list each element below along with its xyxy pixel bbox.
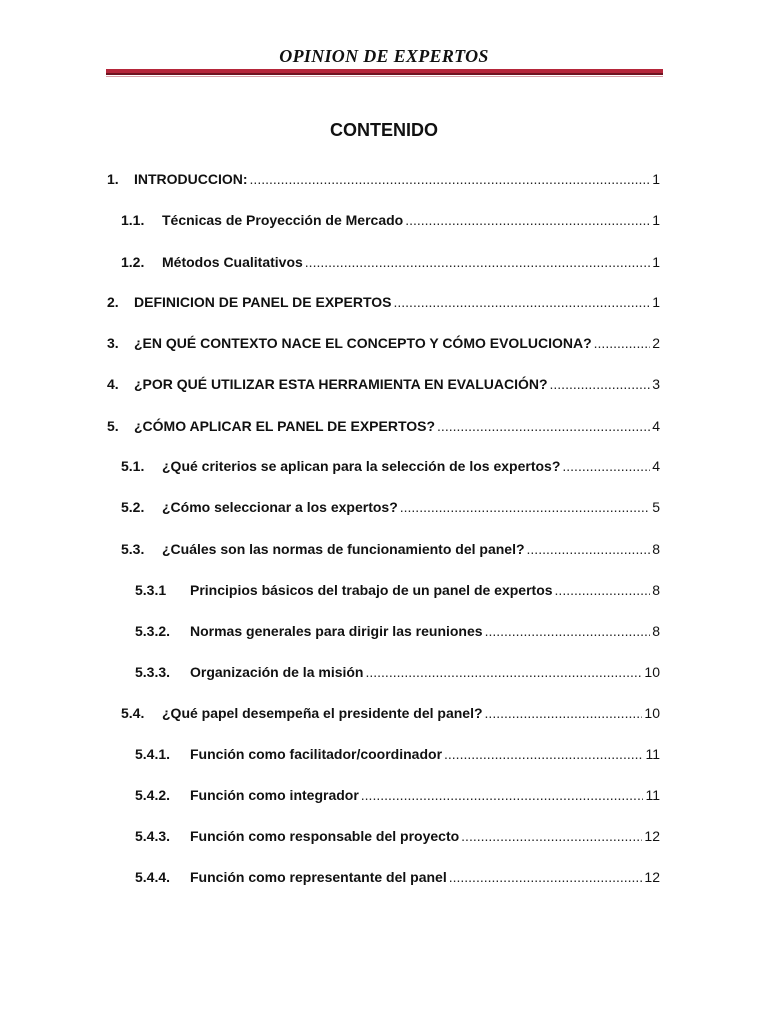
toc-page-number: 10 (644, 705, 660, 721)
toc-leader-dots (361, 787, 644, 803)
toc-number: 5.4.1. (135, 746, 171, 762)
toc-number: 5. (107, 418, 119, 434)
toc-label: ¿EN QUÉ CONTEXTO NACE EL CONCEPTO Y CÓMO EVOLUCIONA? (134, 335, 592, 351)
toc-leader-dots (250, 171, 651, 187)
toc-label: ¿Qué criterios se aplican para la selección de los expertos? (162, 458, 561, 474)
toc-leader-dots (527, 541, 651, 557)
toc-label: Función como representante del panel (190, 869, 447, 885)
toc-page-number: 8 (652, 582, 660, 598)
toc-label: INTRODUCCION: (134, 171, 248, 187)
toc-page-number: 1 (652, 171, 660, 187)
toc-number: 5.3.1 (135, 582, 167, 598)
document-title: OPINION DE EXPERTOS (279, 46, 489, 66)
toc-number: 5.2. (121, 499, 145, 515)
toc-number: 5.4.2. (135, 787, 171, 803)
toc-page-number: 11 (645, 787, 660, 803)
toc-leader-dots (305, 254, 650, 270)
toc-heading: CONTENIDO (330, 120, 438, 140)
toc-entry-5-4[interactable] (121, 705, 660, 725)
toc-leader-dots (461, 828, 642, 844)
toc-number: 1. (107, 171, 119, 187)
toc-entry-1-2[interactable] (121, 254, 660, 274)
toc-page-number: 12 (644, 828, 660, 844)
toc-page-number: 5 (652, 499, 660, 515)
toc-number: 5.4. (121, 705, 145, 721)
toc-page-number: 2 (652, 335, 660, 351)
toc-entry-5-4-4[interactable] (135, 869, 660, 889)
toc-page-number: 11 (645, 746, 660, 762)
toc-leader-dots (555, 582, 651, 598)
toc-number: 4. (107, 376, 119, 392)
toc-entry-5-4-1[interactable] (135, 746, 660, 766)
toc-label: Organización de la misión (190, 664, 364, 680)
toc-number: 5.3.2. (135, 623, 171, 639)
toc-number: 5.3.3. (135, 664, 171, 680)
toc-entry-5-1[interactable] (121, 458, 660, 478)
toc-leader-dots (365, 664, 642, 680)
toc-leader-dots (405, 212, 650, 228)
toc-entry-5-3-3[interactable] (135, 664, 660, 684)
toc-entry-2[interactable] (107, 294, 660, 314)
toc-label: Principios básicos del trabajo de un panel de expertos (190, 582, 553, 598)
toc-entry-5-2[interactable] (121, 499, 660, 519)
toc-page-number: 8 (652, 623, 660, 639)
toc-leader-dots (550, 376, 651, 392)
toc-number: 3. (107, 335, 119, 351)
toc-label: Función como facilitador/coordinador (190, 746, 443, 762)
toc-entry-3[interactable] (107, 335, 660, 355)
toc-entry-5-3-1[interactable] (135, 582, 660, 602)
toc-page-number: 8 (652, 541, 660, 557)
toc-number: 5.1. (121, 458, 145, 474)
toc-page-number: 1 (652, 254, 660, 270)
toc-leader-dots (400, 499, 650, 515)
toc-entry-4[interactable] (107, 376, 660, 396)
toc-number: 1.1. (121, 212, 145, 228)
toc-label: ¿CÓMO APLICAR EL PANEL DE EXPERTOS? (134, 418, 436, 434)
toc-entry-5[interactable] (107, 418, 660, 438)
toc-page-number: 4 (652, 418, 660, 434)
toc-label: DEFINICION DE PANEL DE EXPERTOS (134, 294, 392, 310)
toc-label: Función como integrador (190, 787, 359, 803)
toc-leader-dots (485, 705, 643, 721)
toc-label: Función como responsable del proyecto (190, 828, 460, 844)
toc-page-number: 4 (652, 458, 660, 474)
toc-page-number: 1 (652, 294, 660, 310)
toc-number: 1.2. (121, 254, 145, 270)
toc-page-number: 10 (644, 664, 660, 680)
toc-leader-dots (594, 335, 651, 351)
toc-label: Técnicas de Proyección de Mercado (162, 212, 404, 228)
toc-entry-5-3-2[interactable] (135, 623, 660, 643)
toc-leader-dots (485, 623, 651, 639)
toc-leader-dots (394, 294, 651, 310)
toc-page-number: 1 (652, 212, 660, 228)
toc-number: 5.3. (121, 541, 145, 557)
toc-leader-dots (444, 746, 643, 762)
toc-entry-5-4-3[interactable] (135, 828, 660, 848)
toc-number: 2. (107, 294, 119, 310)
toc-label: ¿POR QUÉ UTILIZAR ESTA HERRAMIENTA EN EVALUACIÓN? (134, 376, 548, 392)
toc-number: 5.4.4. (135, 869, 171, 885)
toc-leader-dots (437, 418, 650, 434)
toc-label: Normas generales para dirigir las reuniones (190, 623, 483, 639)
toc-entry-5-3[interactable] (121, 541, 660, 561)
toc-number: 5.4.3. (135, 828, 171, 844)
toc-label: ¿Cuáles son las normas de funcionamiento del panel? (162, 541, 525, 557)
toc-entry-1-1[interactable] (121, 212, 660, 232)
toc-page-number: 3 (652, 376, 660, 392)
toc-page-number: 12 (644, 869, 660, 885)
toc-entry-5-4-2[interactable] (135, 787, 660, 807)
toc-label: ¿Cómo seleccionar a los expertos? (162, 499, 398, 515)
toc-leader-dots (562, 458, 650, 474)
toc-entry-1[interactable] (107, 171, 660, 191)
toc-label: Métodos Cualitativos (162, 254, 303, 270)
toc-leader-dots (449, 869, 643, 885)
toc-label: ¿Qué papel desempeña el presidente del panel? (162, 705, 483, 721)
